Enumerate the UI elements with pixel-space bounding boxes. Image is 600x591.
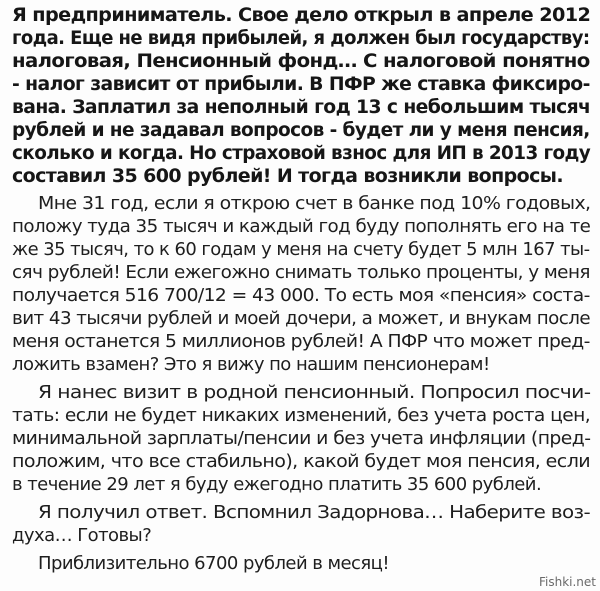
bold-line-2: года. Еще не видя прибылей, я должен был государству:: [12, 27, 590, 49]
body-line-11: минимальной зарплаты/пенсии и без учета инфляции (пред-: [12, 428, 591, 449]
body-line-2: положу туда 35 тысяч и каждый год буду пополнять его на те: [12, 216, 591, 237]
bold-line-6: рублей и не задавал вопросов - будет ли у меня пенсия,: [12, 119, 590, 141]
body-line-6: вит 43 тысячи рублей и моей дочери, а может, и внукам после: [12, 308, 591, 329]
body-line-16: Приблизительно 6700 рублей в месяц!: [38, 553, 390, 574]
body-line-8: ложить взамен? Это я вижу по нашим пенсионерам!: [12, 354, 490, 375]
body-line-12: положим, что все стабильно), какой будет моя пенсия, если: [12, 451, 591, 472]
body-line-9: Я нанес визит в родной пенсионный. Попросил посчи-: [38, 382, 591, 403]
body-line-7: меня останется 5 миллионов рублей! А ПФР что может пред-: [12, 331, 590, 352]
body-line-13: в течение 29 лет я буду ежегодно платить 35 600 рублей.: [12, 474, 542, 495]
body-line-15: духа… Готовы?: [12, 525, 152, 546]
bold-line-3: налоговая, Пенсионный фонд… С налоговой понятно: [12, 50, 590, 72]
bold-line-5: вана. Заплатил за неполный год 13 с небольшим тысяч: [12, 96, 591, 118]
bold-line-4: - налог зависит от прибыли. В ПФР же ставка фиксиро-: [12, 73, 590, 95]
bold-line-1: Я предприниматель. Свое дело открыл в апреле 2012: [12, 4, 591, 26]
body-line-1: Мне 31 год, если я открою счет в банке под 10% годовых,: [38, 193, 591, 214]
body-line-10: тать: если не будет никаких изменений, без учета роста цен,: [12, 405, 591, 426]
bold-line-8: составил 35 600 рублей! И тогда возникли вопросы.: [12, 165, 563, 187]
body-line-14: Я получил ответ. Вспомнил Задорнова… Наберите воз-: [38, 502, 591, 523]
body-line-4: сяч рублей! Если ежегожно снимать только проценты, у меня: [12, 262, 590, 283]
watermark-text: Fishki.net: [538, 575, 596, 589]
body-line-5: получается 516 700/12 = 43 000. То есть моя «пенсия» соста-: [12, 285, 590, 306]
body-line-3: же 35 тысяч, то к 60 годам у меня на счету будет 5 млн 167 ты-: [12, 239, 590, 260]
bold-line-7: сколько и когда. Но страховой взнос для ИП в 2013 году: [12, 142, 591, 164]
